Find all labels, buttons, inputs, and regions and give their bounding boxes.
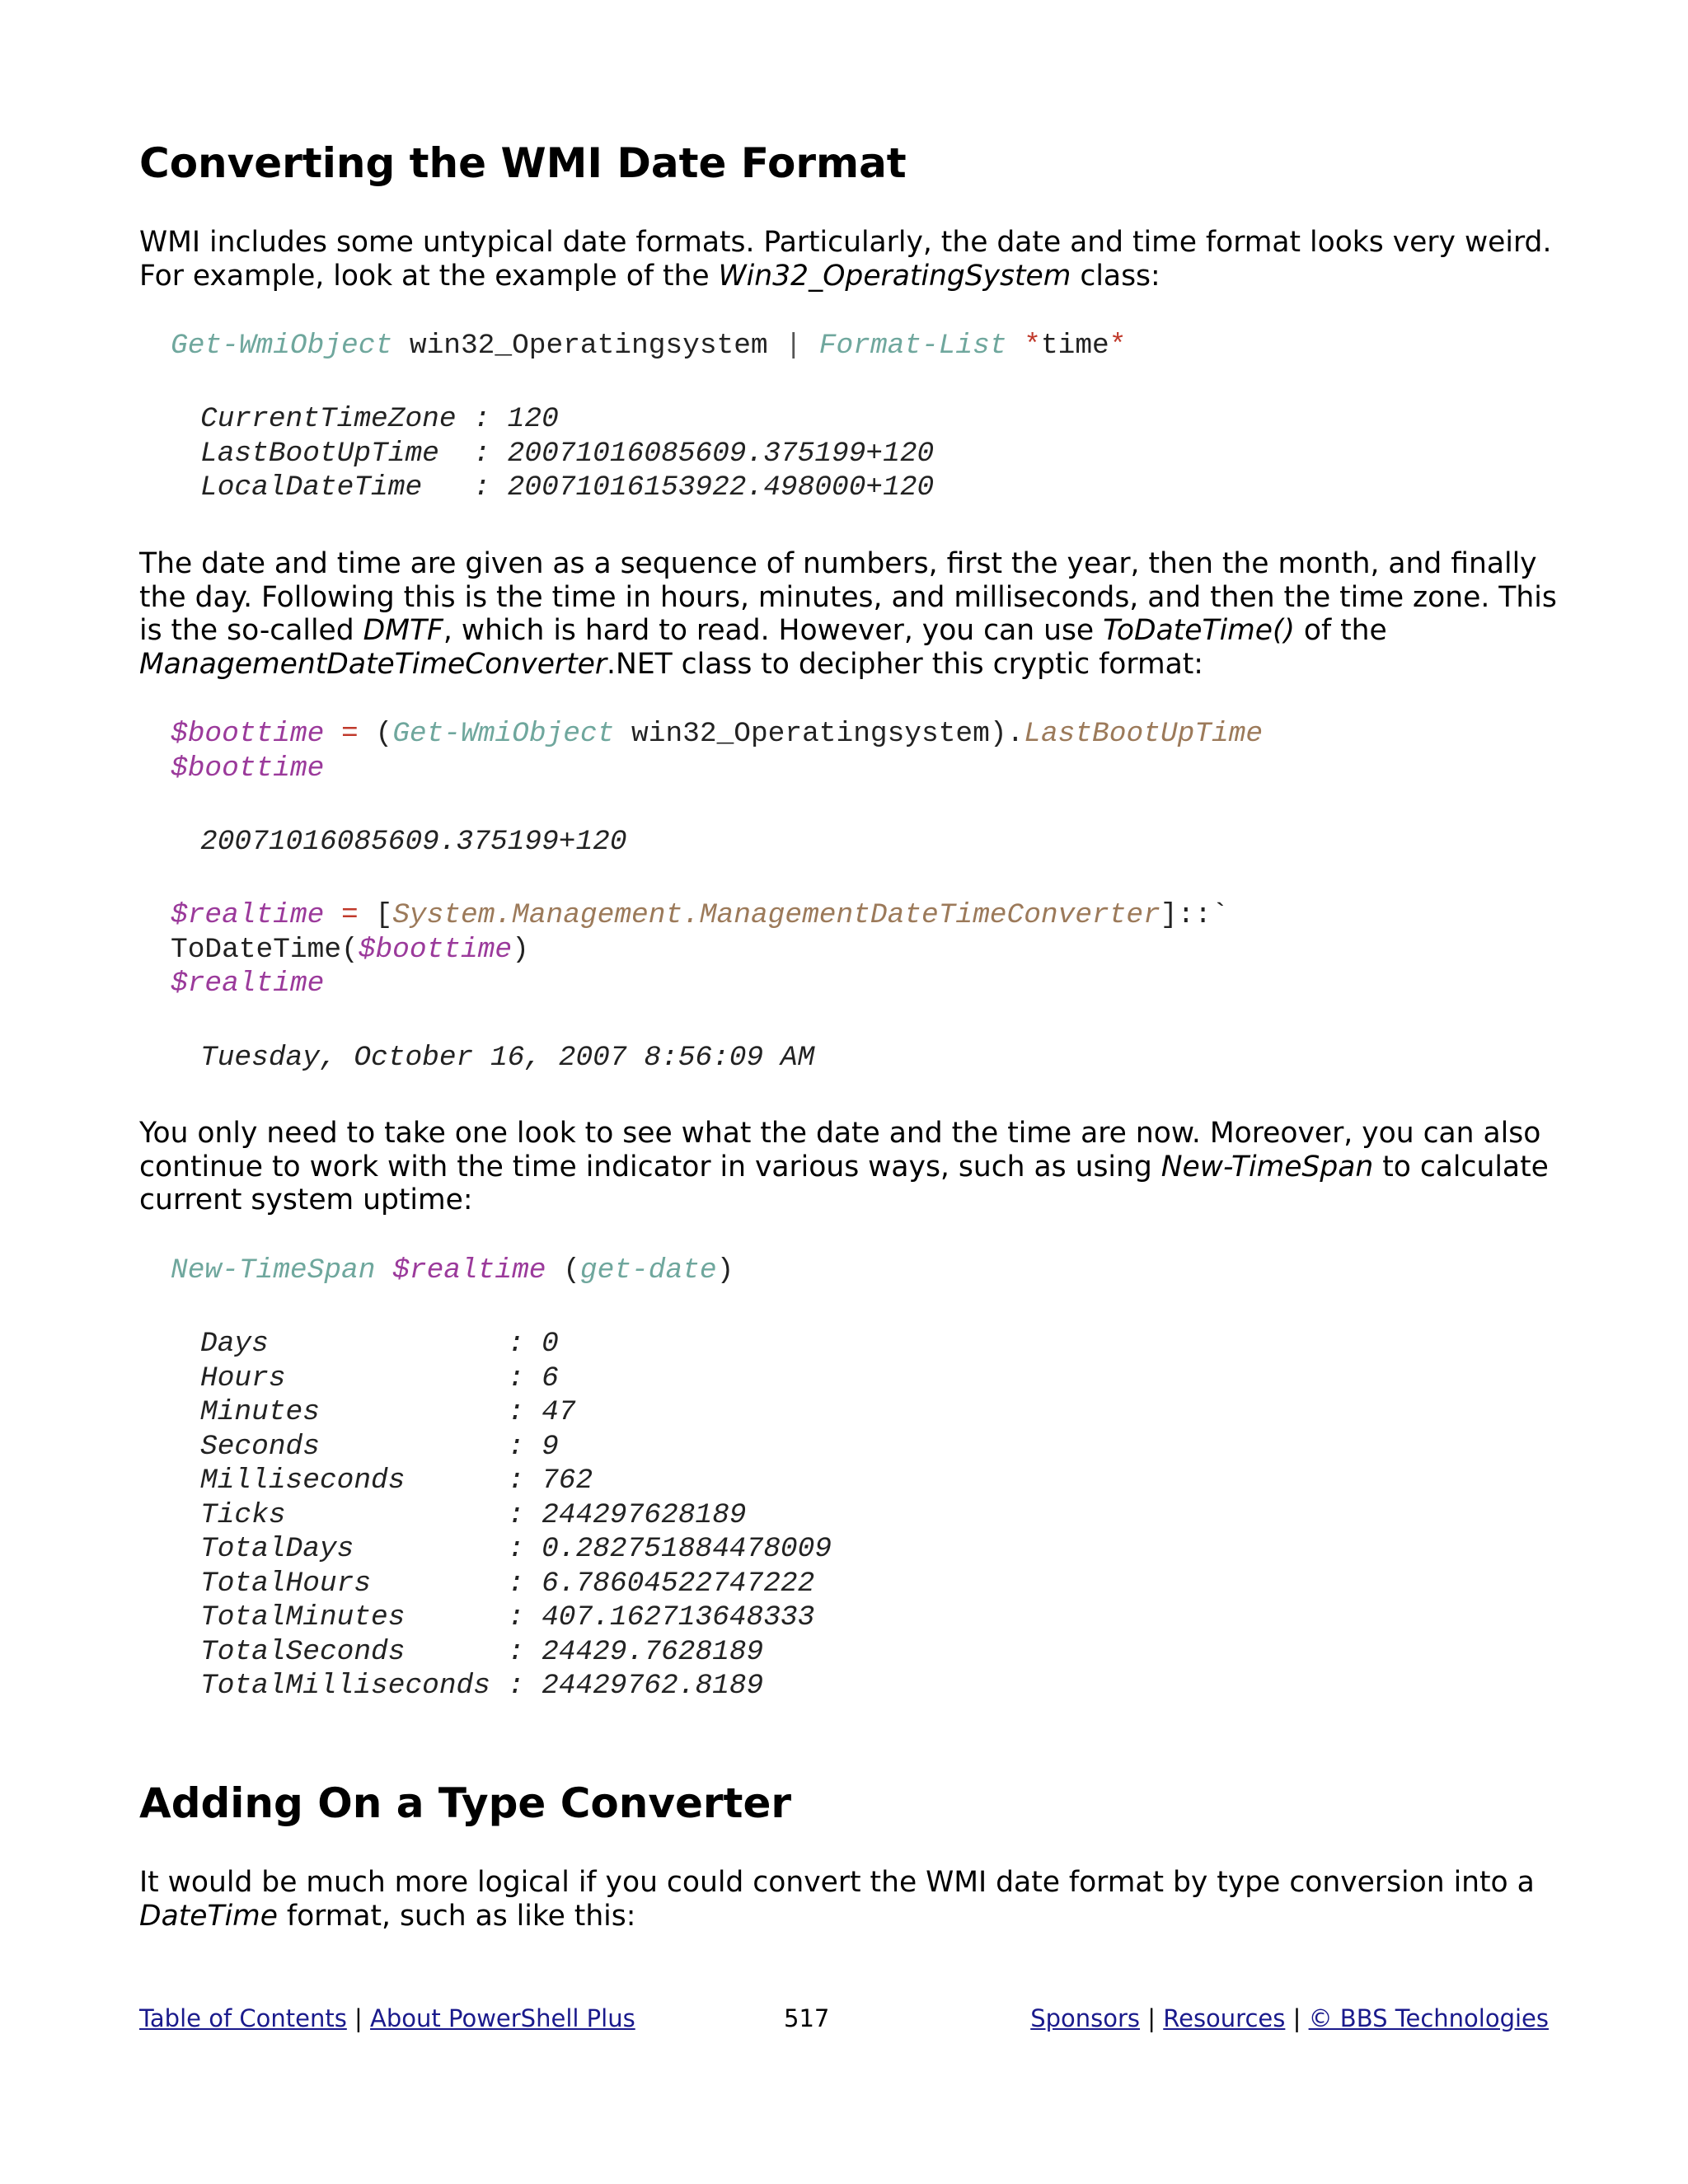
output-line: Ticks : 244297628189: [200, 1498, 747, 1531]
output-line: TotalMilliseconds : 24429762.8189: [200, 1670, 764, 1702]
type-converter-paragraph: It would be much more logical if you could convert the WMI date format by type conversion into a DateTime format, such as like this:: [139, 1866, 1535, 1933]
code-block-format-list: Get-WmiObject win32_Operatingsystem | Format-List *time*: [171, 330, 1127, 362]
dmtf-paragraph: The date and time are given as a sequence of numbers, first the year, then the month, and finally the day. Following this is the time in hours, minutes, and milliseconds, and then the time zone. This is the so-called DMTF, which is hard to read. However, you can use ToDateTime() of the ManagementDateTimeConverter.NET class to decipher this cryptic format:: [139, 547, 1557, 681]
output-line: CurrentTimeZone : 120: [200, 403, 559, 435]
intro-line-1: WMI includes some untypical date formats. Particularly, the date and time format looks very weird.: [139, 226, 1552, 259]
output-line: LocalDateTime : 20071016153922.498000+120: [200, 471, 935, 504]
section-title-type-converter: Adding On a Type Converter: [139, 1779, 792, 1827]
footer-separator: |: [1140, 2004, 1164, 2032]
intro-paragraph: WMI includes some untypical date formats. Particularly, the date and time format looks very weird. For example, look at the example of the Win32_OperatingSystem class:: [139, 226, 1552, 293]
code-block-boottime: $boottime = (Get-WmiObject win32_Operatingsystem).LastBootUpTime $boottime: [171, 718, 1264, 785]
footer-left-links: [139, 2004, 635, 2033]
output-realtime: Tuesday, October 16, 2007 8:56:09 AM: [200, 1042, 815, 1074]
output-line: Seconds : 9: [200, 1430, 559, 1463]
code-block-new-timespan: New-TimeSpan $realtime (get-date): [171, 1254, 734, 1286]
class-name-emphasis: Win32_OperatingSystem: [718, 259, 1071, 293]
sponsors-link[interactable]: Sponsors: [1030, 2004, 1141, 2032]
output-line: TotalMinutes : 407.162713648333: [200, 1601, 815, 1633]
bbs-technologies-link[interactable]: © BBS Technologies: [1308, 2004, 1549, 2032]
footer-separator: |: [1285, 2004, 1309, 2032]
code-block-realtime: $realtime = [System.Management.ManagementDateTimeConverter]::` ToDateTime($boottime) $realtime: [171, 899, 1229, 1000]
footer-separator: |: [346, 2004, 371, 2032]
page-number: 517: [784, 2004, 830, 2032]
timespan-paragraph: You only need to take one look to see what the date and the time are now. Moreover, you can also continue to work with the time indicator in various ways, such as using New-TimeSpan to calculate current system uptime:: [139, 1117, 1549, 1216]
footer-right-links: [1030, 2004, 1549, 2033]
output-line: Minutes : 47: [200, 1396, 576, 1428]
resources-link[interactable]: Resources: [1163, 2004, 1286, 2032]
output-boottime: 20071016085609.375199+120: [200, 826, 627, 858]
table-of-contents-link[interactable]: Table of Contents: [139, 2004, 347, 2032]
output-block-timespan: [200, 1327, 832, 1704]
page-footer: [139, 2004, 1549, 2040]
section-title-wmi-date: Converting the WMI Date Format: [139, 139, 907, 187]
output-line: TotalHours : 6.78604522747222: [200, 1567, 815, 1600]
output-line: TotalDays : 0.282751884478009: [200, 1533, 832, 1565]
output-line: Milliseconds : 762: [200, 1465, 593, 1497]
output-line: TotalSeconds : 24429.7628189: [200, 1635, 764, 1668]
output-line: Hours : 6: [200, 1361, 559, 1394]
output-line: Days : 0: [200, 1328, 559, 1360]
output-line: LastBootUpTime : 20071016085609.375199+120: [200, 437, 935, 470]
about-powershell-plus-link[interactable]: About PowerShell Plus: [370, 2004, 635, 2032]
output-block-wmi-times: [200, 402, 934, 505]
